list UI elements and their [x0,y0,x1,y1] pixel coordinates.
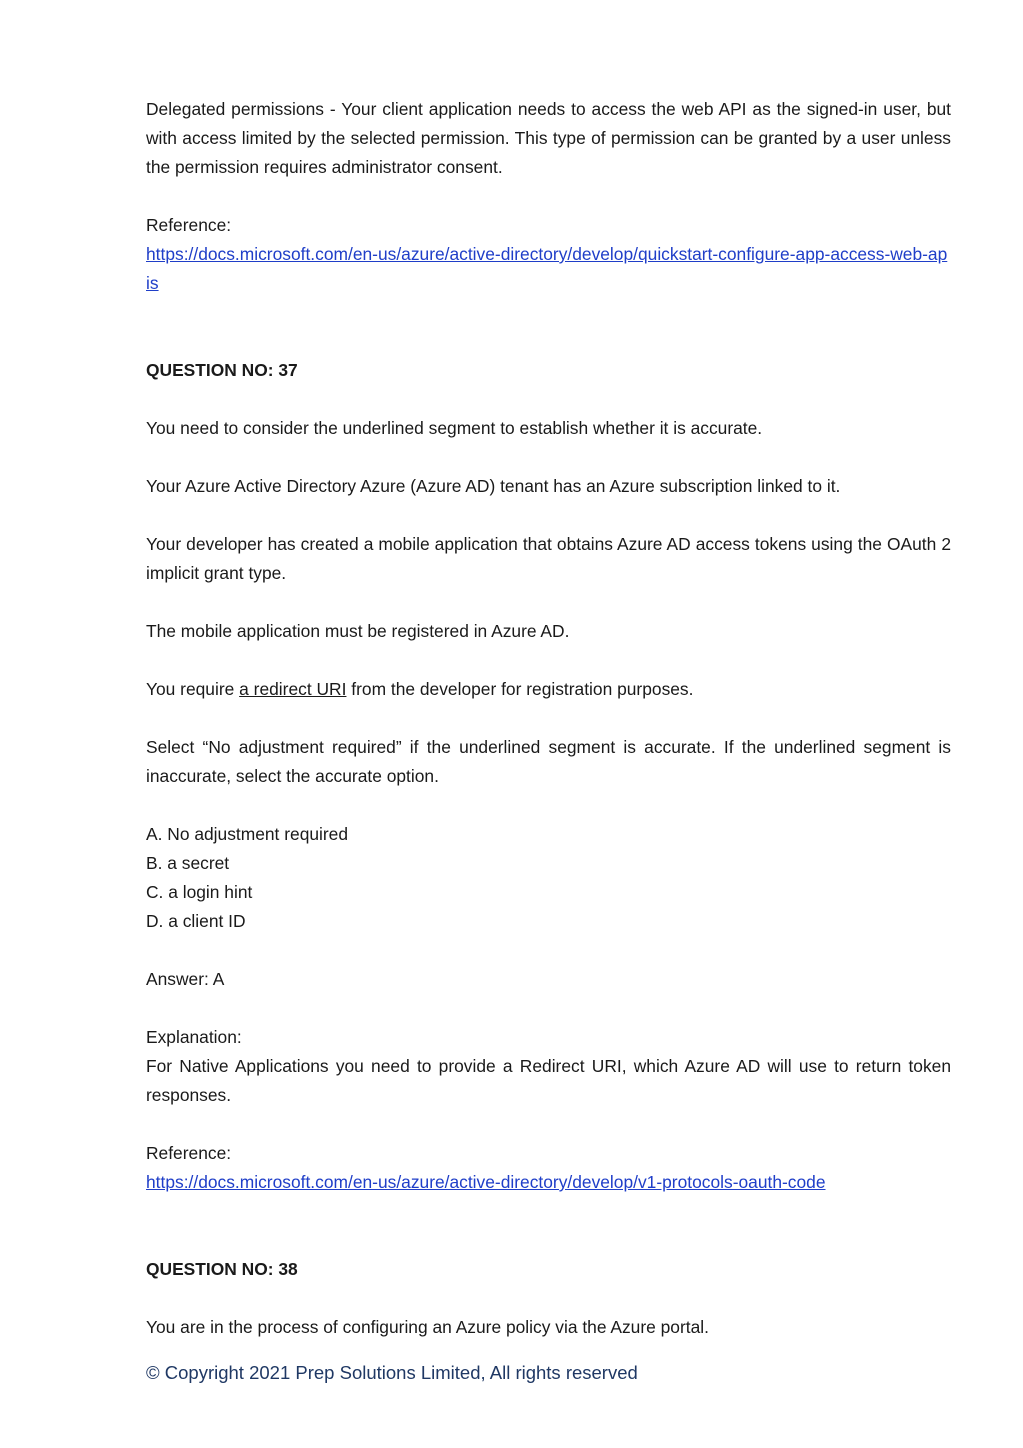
option-c: C. a login hint [146,882,253,902]
option-d: D. a client ID [146,911,246,931]
explanation-text: For Native Applications you need to provide a Redirect URI, which Azure AD will use to return token responses. [146,1056,951,1105]
copyright-footer: © Copyright 2021 Prep Solutions Limited, All rights reserved [146,1362,638,1383]
q38-paragraph-1: You are in the process of configuring an Azure policy via the Azure portal. [146,1317,709,1337]
option-b: B. a secret [146,853,230,873]
q37-paragraph-6: Select “No adjustment required” if the underlined segment is accurate. If the underlined segment is inaccurate, select the accurate option. [146,737,951,786]
question-37-heading: QUESTION NO: 37 [146,360,298,380]
q37-paragraph-1: You need to consider the underlined segment to establish whether it is accurate. [146,418,763,438]
delegated-permissions-text: Delegated permissions - Your client application needs to access the web API as the signed-in user, but with access limited by the selected permission. This type of permission can be granted by a user unless the permission requires administrator consent. [146,99,951,177]
q37-paragraph-2: Your Azure Active Directory Azure (Azure AD) tenant has an Azure subscription linked to it. [146,476,841,496]
q37-p5-before: You require [146,679,240,699]
q37-p5-after: from the developer for registration purposes. [346,679,694,699]
q37-paragraph-4: The mobile application must be registered in Azure AD. [146,621,570,641]
underlined-segment: a redirect URI [239,679,347,699]
reference-link[interactable]: https://docs.microsoft.com/en-us/azure/active-directory/develop/quickstart-configure-app-access-web-apis [146,244,948,293]
question-38-heading: QUESTION NO: 38 [146,1259,298,1279]
q37-reference-label: Reference: [146,1143,232,1163]
reference-label: Reference: [146,215,232,235]
document-page [146,95,951,1342]
q37-reference-link[interactable]: https://docs.microsoft.com/en-us/azure/active-directory/develop/v1-protocols-oauth-code [146,1172,826,1192]
q37-paragraph-3: Your developer has created a mobile application that obtains Azure AD access tokens using the OAuth 2 implicit grant type. [146,534,951,583]
answer-text: Answer: A [146,969,225,989]
option-a: A. No adjustment required [146,824,349,844]
explanation-label: Explanation: [146,1027,242,1047]
q37-paragraph-5 [146,675,951,704]
